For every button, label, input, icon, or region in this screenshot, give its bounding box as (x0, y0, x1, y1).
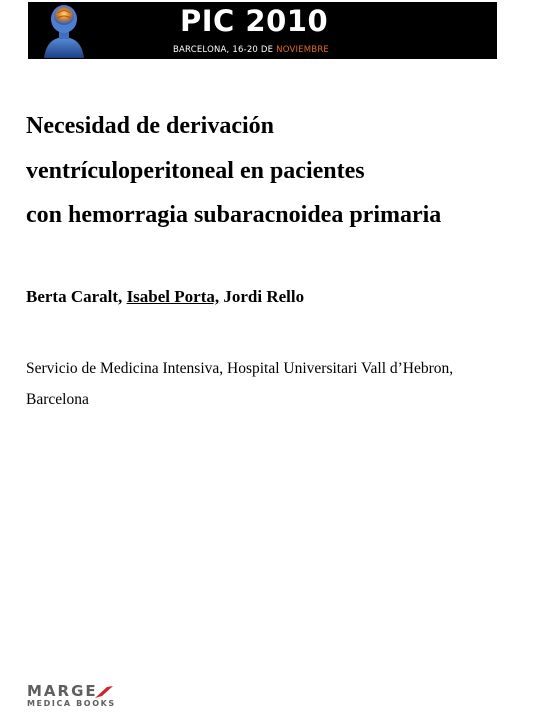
conference-banner (28, 2, 497, 59)
title-line: con hemorragia subaracnoidea primaria (26, 202, 442, 228)
affiliation-line: Servicio de Medicina Intensiva, Hospital Universitari Vall d’Hebron, (26, 360, 454, 377)
publisher-name-top: MARGE (27, 682, 98, 700)
author-last: Jordi Rello (219, 287, 305, 306)
affiliation-line: Barcelona (26, 391, 89, 408)
author-list (26, 287, 304, 307)
banner-subtitle (173, 45, 329, 55)
human-head-figure-icon (42, 4, 86, 58)
author-presenter: Isabel Porta, (126, 287, 220, 306)
title-line: Necesidad de derivación (26, 113, 274, 139)
affiliation (26, 353, 536, 415)
banner-subtitle-location: BARCELONA, 16-20 DE (173, 45, 277, 55)
publisher-name-bottom: MEDICA BOOKS (27, 699, 116, 708)
banner-title: PIC 2010 (180, 4, 329, 38)
banner-subtitle-month: NOVIEMBRE (276, 45, 329, 55)
publisher-logo (27, 683, 127, 711)
author-first: Berta Caralt, (26, 287, 127, 306)
swoosh-icon (93, 684, 115, 700)
title-line: ventrículoperitoneal en pacientes (26, 157, 365, 184)
paper-title (26, 104, 526, 238)
